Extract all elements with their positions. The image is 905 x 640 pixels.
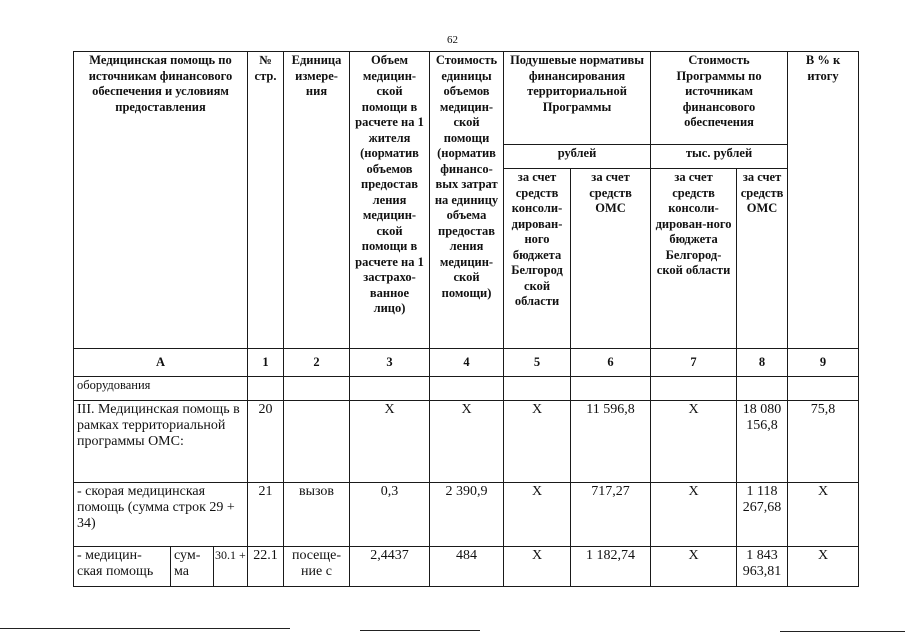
row-col8 [737,377,788,401]
row-volume: X [350,401,430,483]
scan-artifact-line [780,631,905,632]
row-col5: X [504,547,571,587]
index-cell-4: 4 [430,349,504,377]
row-name: - медицин-ская помощь [74,547,171,587]
row-col9 [788,377,859,401]
header-col-1: № стр. [248,52,284,349]
row-subref: 30.1 + [214,547,248,587]
row-num: 21 [248,483,284,547]
index-cell-1: 1 [248,349,284,377]
program-cost-table [73,51,859,587]
row-col9: X [788,483,859,547]
header-col-6: за счет средств ОМС [571,169,651,349]
row-col8: 1 843 963,81 [737,547,788,587]
header-group-cost: Стоимость Программы по источникам финансового обеспечения [651,52,788,145]
page-number: 62 [447,34,458,46]
row-volume [350,377,430,401]
row-unit [284,401,350,483]
row-num [248,377,284,401]
header-unit-thousand-rub: тыс. рублей [651,145,788,169]
header-col-2: Единица измере-ния [284,52,350,349]
row-col5: X [504,483,571,547]
row-col6: 1 182,74 [571,547,651,587]
row-col9: X [788,547,859,587]
row-unit-cost: X [430,401,504,483]
row-name: III. Медицинская помощь в рамках территориальной программы ОМС: [74,401,248,483]
row-col8: 1 118 267,68 [737,483,788,547]
header-unit-rub: рублей [504,145,651,169]
row-volume: 0,3 [350,483,430,547]
row-col9: 75,8 [788,401,859,483]
index-cell-3: 3 [350,349,430,377]
row-subname: сум-ма [171,547,214,587]
index-row [74,349,859,377]
row-unit: посеще-ние с [284,547,350,587]
row-col8: 18 080 156,8 [737,401,788,483]
header-col-5: за счет средств консоли-дирован-ного бюджета Белгород ской области [504,169,571,349]
header-group-per-capita: Подушевые нормативы финансирования территориальной Программы [504,52,651,145]
index-cell-2: 2 [284,349,350,377]
table-row [74,377,859,401]
header-col-3: Объем медицин-ской помощи в расчете на 1 жителя (норматив объемов предостав ления медицин-ской помощи в расчете на 1 застрахо-ванное лицо) [350,52,430,349]
index-cell-a: А [74,349,248,377]
index-cell-5: 5 [504,349,571,377]
row-unit-cost: 484 [430,547,504,587]
header-col-9: В % к итогу [788,52,859,349]
main-table-wrapper [73,51,859,587]
row-num: 20 [248,401,284,483]
header-col-a: Медицинская помощь по источникам финансового обеспечения и условиям предоставления [74,52,248,349]
header-row-1 [74,52,859,145]
table-row [74,483,859,547]
index-cell-9: 9 [788,349,859,377]
row-col5 [504,377,571,401]
scan-artifact-line [0,628,290,629]
row-name: оборудования [74,377,248,401]
header-col-7: за счет средств консоли-дирован-ного бюджета Белгород-ской области [651,169,737,349]
scan-artifact-line [360,630,480,631]
row-num: 22.1 [248,547,284,587]
row-col7: X [651,401,737,483]
header-col-8: за счет средств ОМС [737,169,788,349]
index-cell-8: 8 [737,349,788,377]
row-col7 [651,377,737,401]
table-row [74,401,859,483]
row-col6: 11 596,8 [571,401,651,483]
row-unit: вызов [284,483,350,547]
row-col7: X [651,483,737,547]
row-col6 [571,377,651,401]
row-unit-cost: 2 390,9 [430,483,504,547]
table-row [74,547,859,587]
row-unit [284,377,350,401]
row-col7: X [651,547,737,587]
row-name: - скорая медицинская помощь (сумма строк 29 + 34) [74,483,248,547]
index-cell-7: 7 [651,349,737,377]
row-col6: 717,27 [571,483,651,547]
header-col-4: Стоимость единицы объемов медицин-ской помощи (норматив финансо-вых затрат на единицу объема предостав ления медицин-ской помощи) [430,52,504,349]
row-unit-cost [430,377,504,401]
row-volume: 2,4437 [350,547,430,587]
index-cell-6: 6 [571,349,651,377]
row-col5: X [504,401,571,483]
